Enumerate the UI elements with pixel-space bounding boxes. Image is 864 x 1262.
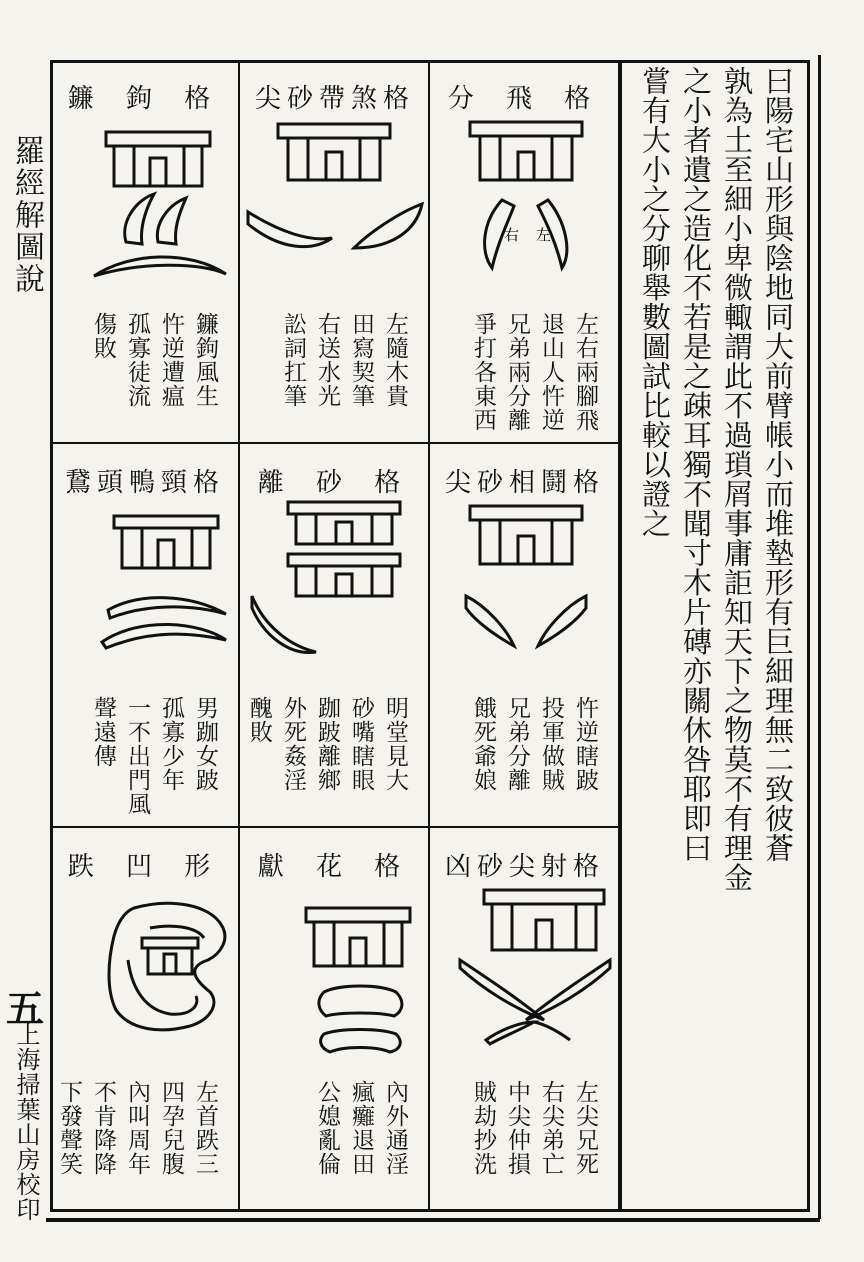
cell-title: 鐮 鉤 格 xyxy=(67,84,223,114)
cell-xian-hua xyxy=(240,828,430,1212)
cell-title: 尖砂相鬪格 xyxy=(444,468,605,498)
label-left: 左 xyxy=(536,226,552,244)
house-diagram xyxy=(50,880,240,1090)
cell-lian-gou xyxy=(50,60,240,444)
cell-fen-fei xyxy=(430,60,620,444)
cell-verse: 左右兩腳飛 退山人忤逆 兄弟兩分離 爭打各東西 xyxy=(470,312,598,432)
cell-li-sha xyxy=(240,444,430,828)
house-diagram xyxy=(430,496,620,706)
cell-verse: 左隨木貴 田寫契筆 右送水光 訟詞扛筆 xyxy=(280,312,408,408)
cell-title: 分 飛 格 xyxy=(447,84,603,114)
diagram-grid xyxy=(50,60,620,1212)
cell-verse: 左尖兄死 右尖弟亡 中尖仲損 賊劫抄洗 xyxy=(470,1080,598,1176)
cell-title: 鵞頭鴨頸格 xyxy=(64,468,225,498)
cell-title: 獻 花 格 xyxy=(257,852,413,882)
text-column: 之小者遺之造化不若是之疎耳獨不聞寸木片磚亦關休咎耶即曰 xyxy=(679,66,713,863)
cell-title: 凶砂尖射格 xyxy=(444,852,605,882)
house-diagram xyxy=(240,112,430,322)
text-column: 曰陽宅山形與陰地同大前臂帳小而堆墊形有巨細理無二致彼蒼 xyxy=(761,66,795,863)
cell-title: 尖砂帶煞格 xyxy=(254,84,415,114)
cell-title: 跌 凹 形 xyxy=(67,852,223,882)
margin-strip xyxy=(0,60,52,1222)
house-diagram xyxy=(50,496,240,706)
house-diagram xyxy=(240,496,430,706)
house-diagram xyxy=(50,112,240,322)
house-diagram xyxy=(430,880,620,1090)
cell-e-tou-ya-jing xyxy=(50,444,240,828)
right-border xyxy=(818,55,821,1219)
page-number: 五 xyxy=(5,986,44,1031)
cell-verse: 明堂見大 砂嘴瞎眼 跏跛離鄉 外死姦淫 醜敗 xyxy=(246,696,408,792)
text-column: 孰為土至細小卑微輙謂此不過瑣屑事庸詎知天下之物莫不有理金 xyxy=(720,66,754,892)
publisher-imprint: 上海掃葉山房校印 xyxy=(12,1022,40,1222)
cell-verse: 男跏女跛 孤寡少年 一不出門風 聲遠傳 xyxy=(90,696,218,816)
text-column: 嘗有大小之分聊舉數圖試比較以證之 xyxy=(638,66,672,538)
cell-die-ao xyxy=(50,828,240,1212)
cell-xiong-sha-jian-she xyxy=(430,828,620,1212)
cell-jian-sha-xiang-dou xyxy=(430,444,620,828)
cell-verse: 左首跌三 四孕兒腹 內叫周年 不肯降降 下發聲笑 xyxy=(56,1080,218,1176)
house-diagram xyxy=(430,112,620,322)
margin-title: 羅經解圖說 xyxy=(9,135,44,295)
cell-title: 離 砂 格 xyxy=(257,468,413,498)
cell-verse: 忤逆瞎跛 投軍做賊 兄弟分離 餓死爺娘 xyxy=(470,696,598,792)
cell-verse: 內外通淫 瘋癱退田 公媳亂倫 xyxy=(314,1080,408,1176)
main-text xyxy=(620,60,810,1212)
cell-verse: 鐮鉤風生 忤逆遭瘟 孤寡徒流 傷敗 xyxy=(90,312,218,408)
label-right: 右 xyxy=(504,226,520,244)
house-diagram xyxy=(240,880,430,1090)
bottom-border xyxy=(46,1218,820,1222)
cell-jian-sha-dai-sha xyxy=(240,60,430,444)
